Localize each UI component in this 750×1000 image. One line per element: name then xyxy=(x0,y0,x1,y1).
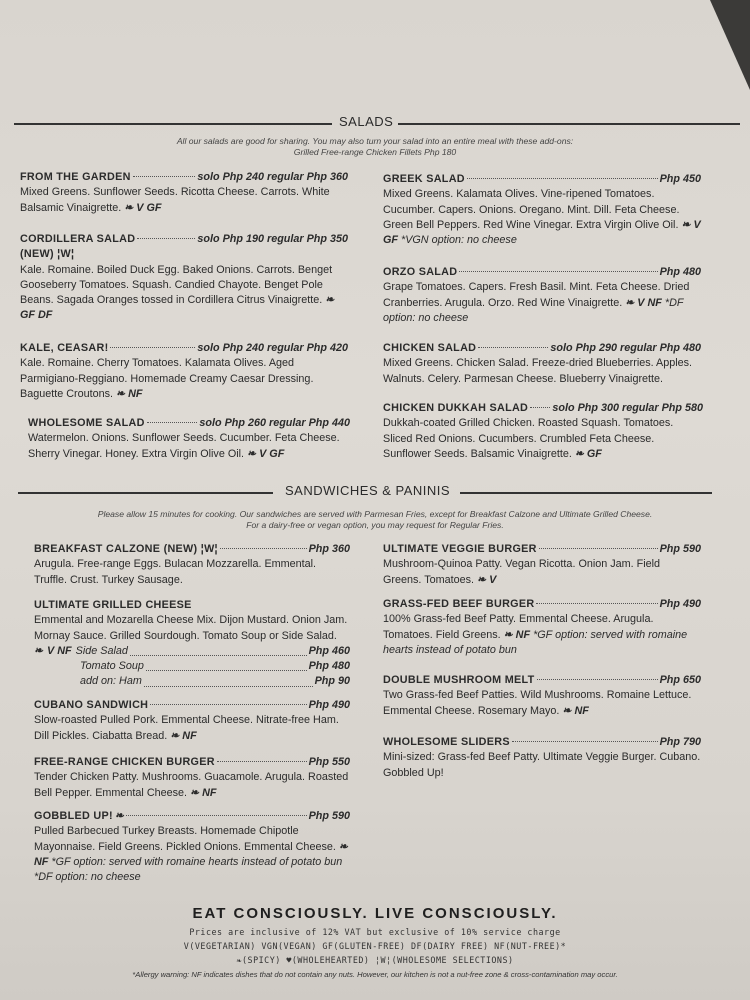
item-desc: Grape Tomatoes. Capers. Fresh Basil. Mint. Feta Cheese. Dried Cranberries. Arugula. Orzo. Red Wine Vinaigrette. xyxy=(383,281,690,309)
salads-intro: All our salads are good for sharing. You may also turn your salad into an entire meal with these add-ons: xyxy=(176,136,574,146)
leaf-icon: ❧ xyxy=(190,786,200,799)
leaf-icon: ❧ xyxy=(681,218,691,231)
menu-item xyxy=(383,735,701,781)
menu-item xyxy=(383,673,701,719)
item-desc: 100% Grass-fed Beef Patty. Emmental Cheese. Arugula. Tomatoes. Field Greens. xyxy=(383,613,654,641)
item-price: Php 550 xyxy=(308,756,350,768)
menu-item xyxy=(383,542,701,588)
divider xyxy=(460,492,712,494)
item-name: ULTIMATE GRILLED CHEESE xyxy=(34,599,192,611)
sandwiches-header xyxy=(0,483,750,503)
menu-item xyxy=(34,809,350,885)
item-desc: Mixed Greens. Chicken Salad. Freeze-dried Blueberries. Apples. Walnuts. Celery. Parmesan Cheese. Blueberry Vinaigrette. xyxy=(383,357,693,385)
divider xyxy=(14,123,332,125)
item-name: KALE, CEASAR! xyxy=(20,342,109,354)
item-name: ORZO SALAD xyxy=(383,266,458,278)
leaf-icon: ❧ xyxy=(338,840,348,853)
price-option: add on: Ham Php 90 xyxy=(34,674,350,689)
price-note: Prices are inclusive of 12% VAT but exclusive of 10% service charge xyxy=(189,927,561,937)
item-price: Php 590 xyxy=(308,810,350,822)
sandwiches-intro: Please allow 15 minutes for cooking. Our sandwiches are served with Parmesan Fries, except for Breakfast Calzone and Ultimate Grilled Cheese. xyxy=(97,509,653,519)
item-tags: V GF xyxy=(136,201,162,214)
item-tags: NF xyxy=(515,628,531,641)
item-price: Php 790 xyxy=(659,736,701,748)
item-price: solo Php 240 regular Php 420 xyxy=(197,342,348,354)
item-name: GREEK SALAD xyxy=(383,173,465,185)
menu-item xyxy=(383,172,701,248)
leaf-icon: ❧ xyxy=(170,729,180,742)
item-desc: Dukkah-coated Grilled Chicken. Roasted Squash. Tomatoes. Sliced Red Onions. Cucumbers. Crumbled Feta Cheese. Sunflower Seeds. Balsamic Vinaigrette. xyxy=(383,417,674,460)
legend-diet: V(VEGETARIAN) VGN(VEGAN) GF(GLUTEN-FREE) DF(DAIRY FREE) NF(NUT-FREE)* xyxy=(183,941,567,951)
item-tags: NF xyxy=(182,729,197,742)
item-name: WHOLESOME SALAD xyxy=(28,417,145,429)
item-name: ULTIMATE VEGGIE BURGER xyxy=(383,543,537,555)
item-desc: Watermelon. Onions. Sunflower Seeds. Cucumber. Feta Cheese. Sherry Vinegar. Honey. Extra Virgin Olive Oil. xyxy=(28,432,340,460)
item-tags: NF xyxy=(574,704,589,717)
menu-item xyxy=(20,232,348,324)
leaf-icon: ❧ xyxy=(325,294,335,307)
item-price: solo Php 240 regular Php 360 xyxy=(197,171,348,183)
menu-item xyxy=(20,170,348,216)
salads-header xyxy=(0,114,750,134)
item-desc: Pulled Barbecued Turkey Breasts. Homemade Chipotle Mayonnaise. Field Greens. Pickled Onions. Emmental Cheese. xyxy=(34,825,336,853)
leaf-icon: ❧ xyxy=(116,387,126,400)
item-name: FROM THE GARDEN xyxy=(20,171,131,183)
item-tags: V GF xyxy=(259,447,285,460)
leaf-icon: ❧ xyxy=(625,296,635,309)
item-desc: Mushroom-Quinoa Patty. Vegan Ricotta. Onion Jam. Field Greens. Tomatoes. xyxy=(383,558,661,586)
leaf-icon: ❧ xyxy=(34,644,44,657)
item-desc: Mixed Greens. Kalamata Olives. Vine-ripened Tomatoes. Cucumber. Capers. Onions. Oregano. Mint. Dill. Feta Cheese. Green Bell Peppers. Red Wine Vinegar. Extra Virgin Olive Oil. xyxy=(383,188,680,231)
item-desc: Emmental and Mozarella Cheese Mix. Dijon Mustard. Onion Jam. Mornay Sauce. Grilled Sourdough. Tomato Soup or Side Salad. xyxy=(34,614,348,642)
item-price: Php 360 xyxy=(308,543,350,555)
menu-item xyxy=(34,698,350,744)
item-price: Php 490 xyxy=(659,598,701,610)
item-name: FREE-RANGE CHICKEN BURGER xyxy=(34,756,215,768)
item-price: solo Php 300 regular Php 580 xyxy=(552,402,703,414)
item-price: solo Php 190 regular Php 350 xyxy=(197,233,348,245)
item-name: CHICKEN SALAD xyxy=(383,342,477,354)
item-desc: Two Grass-fed Beef Patties. Wild Mushrooms. Romaine Lettuce. Emmental Cheese. Rosemary Mayo. xyxy=(383,689,692,717)
section-title: SANDWICHES & PANINIS xyxy=(285,483,451,498)
item-name: GOBBLED UP! xyxy=(34,810,113,822)
item-tags: NF xyxy=(34,855,49,868)
allergy-warning: *Allergy warning: NF indicates dishes that do not contain any nuts. However, our kitchen is not a nut-free zone & cross-contamination may occur. xyxy=(132,970,618,979)
item-price: Php 480 xyxy=(659,266,701,278)
item-tags: V GF xyxy=(383,218,701,247)
item-name: CUBANO SANDWICH xyxy=(34,699,149,711)
item-tags: NF xyxy=(202,786,217,799)
item-option: *VGN option: no cheese xyxy=(401,234,517,247)
item-price: solo Php 290 regular Php 480 xyxy=(550,342,701,354)
leaf-icon: ❧ xyxy=(562,704,572,717)
item-price: solo Php 260 regular Php 440 xyxy=(199,417,350,429)
item-name: DOUBLE MUSHROOM MELT xyxy=(383,674,535,686)
sandwiches-intro-2: For a dairy-free or vegan option, you may request for Regular Fries. xyxy=(246,520,504,530)
item-desc: Slow-roasted Pulled Pork. Emmental Cheese. Nitrate-free Ham. Dill Pickles. Ciabatta Bread. xyxy=(34,714,339,742)
menu-item xyxy=(34,755,350,801)
item-desc: Mini-sized: Grass-fed Beef Patty. Ultimate Veggie Burger. Cubano. Gobbled Up! xyxy=(383,751,701,779)
menu-item xyxy=(28,416,350,462)
menu-item xyxy=(383,265,701,326)
section-title: SALADS xyxy=(339,114,394,129)
item-tags: GF DF xyxy=(20,309,53,322)
item-name: CHICKEN DUKKAH SALAD xyxy=(383,402,529,414)
leaf-icon: ❧ xyxy=(503,628,513,641)
item-name: GRASS-FED BEEF BURGER xyxy=(383,598,535,610)
divider xyxy=(398,123,740,125)
menu-item xyxy=(34,542,350,588)
item-name: BREAKFAST CALZONE (NEW) ¦W¦ xyxy=(34,543,218,555)
item-tags: GF xyxy=(586,447,602,460)
item-tags: V NF xyxy=(637,296,662,309)
price-option: Tomato Soup Php 480 xyxy=(34,659,350,674)
menu-item xyxy=(20,341,348,402)
item-desc: Tender Chicken Patty. Mushrooms. Guacamole. Arugula. Roasted Bell Pepper. Emmental Cheese. xyxy=(34,771,349,799)
menu-item xyxy=(34,598,350,690)
item-desc: Kale. Romaine. Cherry Tomatoes. Kalamata Olives. Aged Parmigiano-Reggiano. Homemade Creamy Caesar Dressing. Baguette Croutons. xyxy=(20,357,314,400)
price-option: ❧ V NF Side Salad Php 460 xyxy=(34,644,350,659)
item-badge: (NEW) ¦W¦ xyxy=(20,248,75,261)
item-price: Php 450 xyxy=(659,173,701,185)
menu-item xyxy=(383,597,701,658)
item-price: Php 650 xyxy=(659,674,701,686)
leaf-icon: ❧ xyxy=(124,201,134,214)
item-price: Php 590 xyxy=(659,543,701,555)
spicy-icon: ❧ xyxy=(114,810,124,822)
leaf-icon: ❧ xyxy=(574,447,584,460)
salads-addon: Grilled Free-range Chicken Fillets Php 180 xyxy=(293,147,457,157)
item-desc: Mixed Greens. Sunflower Seeds. Ricotta Cheese. Carrots. White Balsamic Vinaigrette. xyxy=(20,186,330,214)
menu-item xyxy=(383,341,701,387)
leaf-icon: ❧ xyxy=(247,447,257,460)
item-tags: NF xyxy=(128,387,143,400)
item-name: WHOLESOME SLIDERS xyxy=(383,736,510,748)
motto: EAT CONSCIOUSLY. LIVE CONSCIOUSLY. xyxy=(192,905,558,922)
item-option: *GF option: served with romaine hearts instead of potato bun xyxy=(383,628,688,656)
item-price: Php 490 xyxy=(308,699,350,711)
leaf-icon: ❧ xyxy=(477,573,487,586)
item-name: CORDILLERA SALAD xyxy=(20,233,136,245)
divider xyxy=(18,492,273,494)
menu-item xyxy=(383,401,703,462)
legend-symbols: ❧(SPICY) ♥(WHOLEHEARTED) ¦W¦(WHOLESOME SELECTIONS) xyxy=(236,955,514,965)
item-option: *DF option: no cheese xyxy=(383,296,684,324)
item-option: *GF option: served with romaine hearts instead of potato bun *DF option: no cheese xyxy=(34,855,343,884)
item-desc: Arugula. Free-range Eggs. Bulacan Mozzarella. Emmental. Truffle. Crust. Turkey Sausage. xyxy=(34,558,317,586)
item-tags: V xyxy=(489,573,497,586)
item-desc: Kale. Romaine. Boiled Duck Egg. Baked Onions. Carrots. Benget Gooseberry Tomatoes. Squash. Candied Chayote. Benget Pole Beans. Sagada Oranges tossed in Cordillera Citrus Vinaigrette. xyxy=(20,263,333,307)
